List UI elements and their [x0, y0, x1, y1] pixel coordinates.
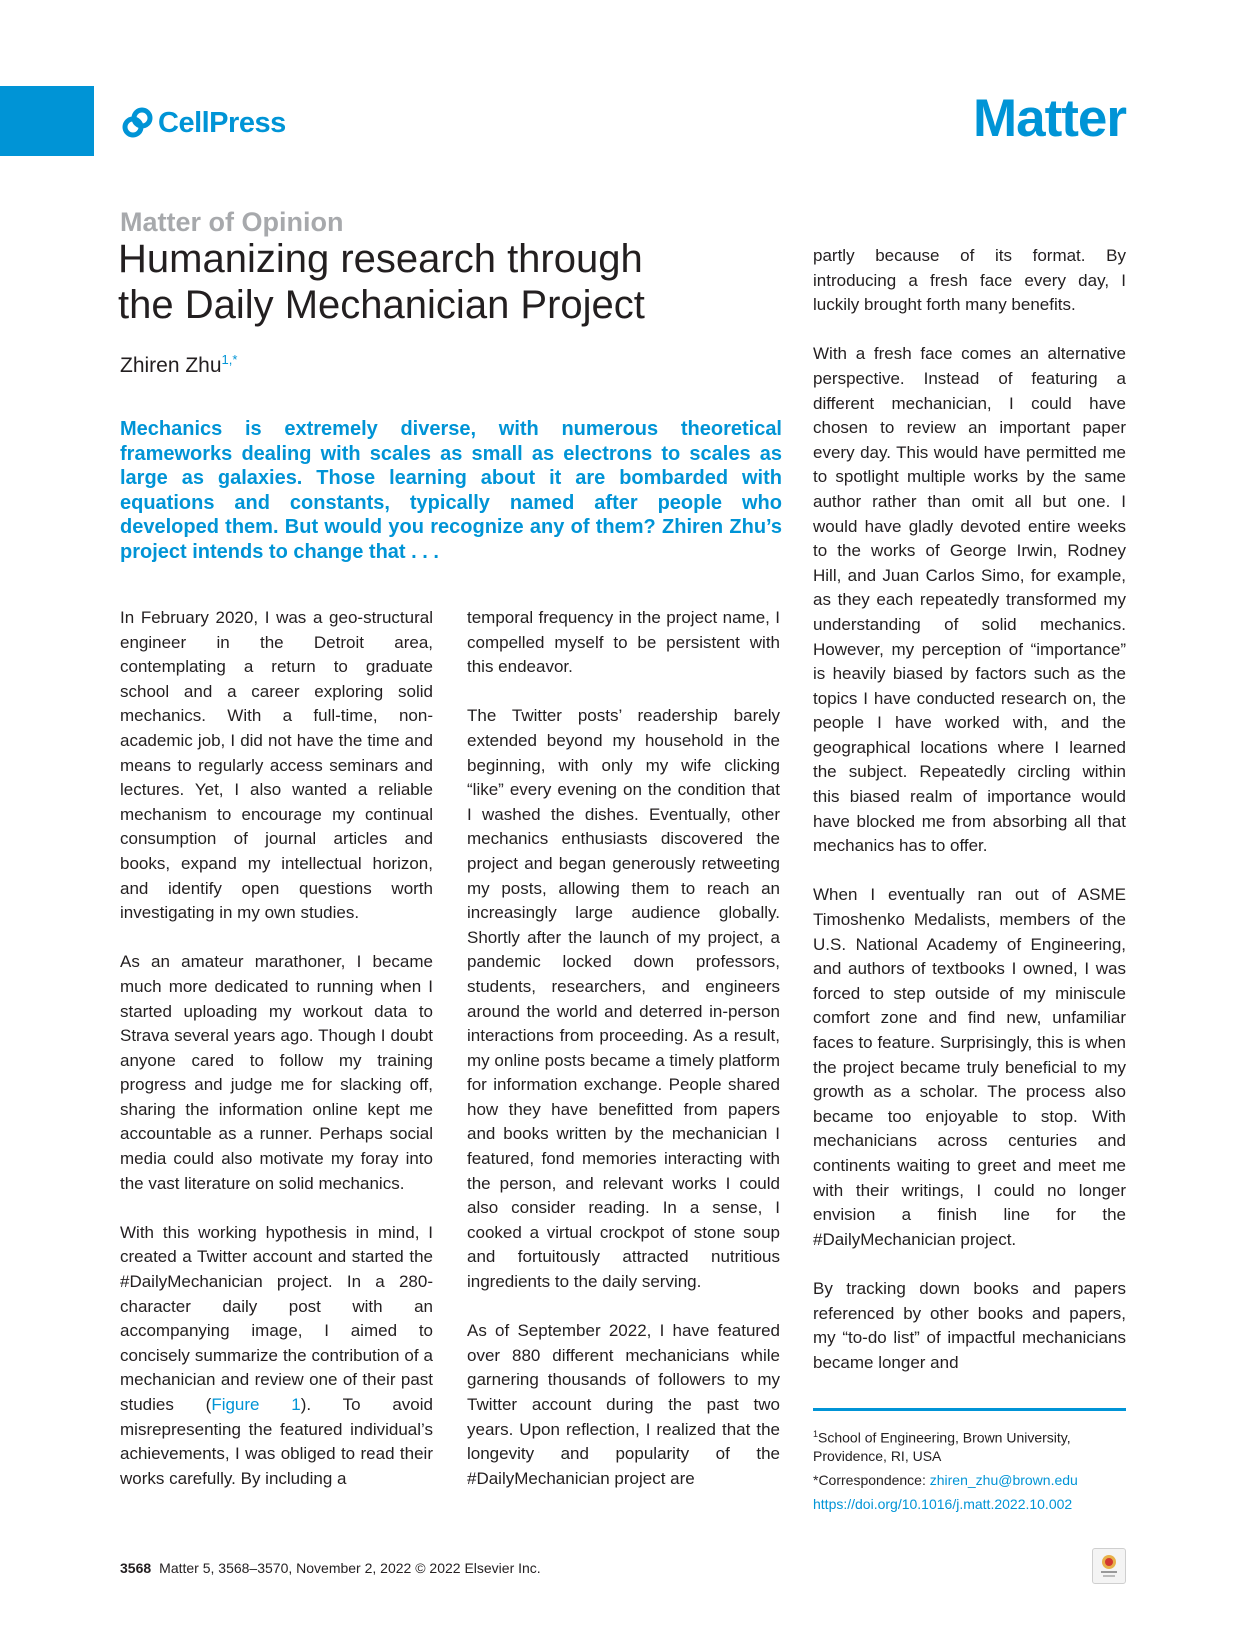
paragraph	[120, 1221, 433, 1492]
body-column-2	[467, 606, 780, 1516]
correspondence-label: *Correspondence:	[813, 1471, 930, 1488]
body-column-1	[120, 606, 433, 1516]
publisher-name: CellPress	[158, 106, 286, 139]
paragraph: By tracking down books and papers referenced by other books and papers, my “to-do list” of impactful mechanicians became longer and	[813, 1278, 1126, 1372]
paragraph: partly because of its format. By introducing a fresh face every day, I luckily brought forth many benefits.	[813, 246, 1126, 315]
doi-link[interactable]: https://doi.org/10.1016/j.matt.2022.10.002	[813, 1495, 1073, 1512]
affiliation-text: School of Engineering, Brown University, Providence, RI, USA	[813, 1429, 1071, 1464]
page-number: 3568	[120, 1560, 152, 1576]
abstract: Mechanics is extremely diverse, with numerous theoretical frameworks dealing with scales as small as electrons to scales as large as galaxies. Those learning about it are bombarded with equations and constants, typically named after people who developed them. But would you recognize any of them? Zhiren Zhu’s project intends to change that . . .	[120, 418, 782, 563]
paragraph: temporal frequency in the project name, I compelled myself to be persistent with this endeavor.	[467, 608, 780, 677]
paragraph: The Twitter posts’ readership barely extended beyond my household in the beginning, with only my wife clicking “like” every evening on the condition that I washed the dishes. Eventually, other mechanics enthusiasts discovered the project and began generously retweeting my posts, allowing them to reach an increasingly large audience globally. Shortly after the launch of my project, a pandemic locked down professors, students, researchers, and engineers around the world and deterred in-person interactions from proceeding. As a result, my online posts became a timely platform for information exchange. People shared how they have benefitted from papers and books written by the mechanician I featured, fond memories interacting with the person, and relevant works I could also consider reading. In a sense, I cooked a virtual crockpot of stone soup and fortuitously attracted nutritious ingredients to the daily serving.	[467, 706, 780, 1292]
paragraph: With a fresh face comes an alternative perspective. Instead of featuring a different mechanician, I could have chosen to review an important paper every day. This would have permitted me to spotlight multiple works by the same author rather than omit all but one. I would have gladly devoted entire weeks to the works of George Irwin, Rodney Hill, and Juan Carlos Simo, for example, as they each repeatedly transformed my understanding of solid mechanics. However, my perception of “importance” is heavily biased by factors such as the topics I have conducted research on, the people I have worked with, and the geographical locations where I learned the subject. Repeatedly circling within this biased realm of importance would have blocked me from absorbing all that mechanics has to offer.	[813, 344, 1126, 856]
check-for-updates-icon	[1098, 1553, 1120, 1579]
footnotes	[813, 1408, 1126, 1519]
doi-note	[813, 1495, 1126, 1513]
paragraph-text: With this working hypothesis in mind, I created a Twitter account and started the #DailyMechanician project. In a 280-character daily post with an accompanying image, I aimed to concisely summarize the contribution of a mechanician and review one of their past studies (	[120, 1222, 433, 1414]
paragraph: In February 2020, I was a geo-structural engineer in the Detroit area, contemplating a return to graduate school and a career exploring solid mechanics. With a full-time, non-academic job, I did not have the time and means to regularly access seminars and lectures. Yet, I also wanted a reliable mechanism to encourage my continual consumption of journal articles and books, expand my intellectual horizon, and identify open questions worth investigating in my own studies.	[120, 608, 433, 923]
title-line-1: Humanizing research through	[118, 237, 643, 281]
corner-accent-block	[0, 86, 94, 156]
check-for-updates-badge[interactable]	[1092, 1548, 1126, 1584]
affiliation-mark: 1	[813, 1429, 819, 1439]
correspondence-note	[813, 1471, 1126, 1489]
page-footer	[120, 1560, 541, 1576]
journal-name[interactable]: Matter	[972, 89, 1126, 148]
paragraph: As of September 2022, I have featured over 880 different mechanicians while garnering thousands of followers to my Twitter account during the past two years. Upon reflection, I realized that the longevity and popularity of the #DailyMechanician project are	[467, 1321, 780, 1488]
body-column-3	[813, 244, 1126, 1400]
citation-text: Matter 5, 3568–3570, November 2, 2022 © 2022 Elsevier Inc.	[159, 1560, 541, 1576]
publisher-logo[interactable]	[120, 106, 286, 140]
affiliation-note	[813, 1425, 1126, 1465]
paragraph: As an amateur marathoner, I became much more dedicated to running when I started uploading my workout data to Strava several years ago. Though I doubt anyone cared to follow my training progress and judge me for slacking off, sharing the information online kept me accountable as a runner. Perhaps social media could also motivate my foray into the vast literature on solid mechanics.	[120, 952, 433, 1193]
author-line	[120, 352, 237, 378]
email-link[interactable]: zhiren_zhu@brown.edu	[929, 1471, 1078, 1488]
figure-1-link[interactable]: Figure 1	[211, 1395, 301, 1414]
author-name[interactable]: Zhiren Zhu	[120, 354, 222, 377]
author-affiliation-marks[interactable]: 1,*	[221, 352, 238, 367]
title-line-2: the Daily Mechanician Project	[118, 283, 645, 327]
section-label: Matter of Opinion	[120, 207, 344, 237]
cellpress-logo-icon	[120, 106, 154, 140]
paragraph-text: ). To avoid misrepresenting the featured individual’s achievements, I was obliged to read their works carefully. By including a	[120, 1395, 433, 1488]
article-title	[118, 236, 768, 328]
paragraph: When I eventually ran out of ASME Timoshenko Medalists, members of the U.S. National Academy of Engineering, and authors of textbooks I owned, I was forced to step outside of my miniscule comfort zone and find new, unfamiliar faces to feature. Surprisingly, this is when the project became truly beneficial to my growth as a scholar. The process also became too enjoyable to stop. With mechanicians across centuries and continents waiting to greet and meet me with their writings, I could no longer envision a finish line for the #DailyMechanician project.	[813, 885, 1126, 1249]
